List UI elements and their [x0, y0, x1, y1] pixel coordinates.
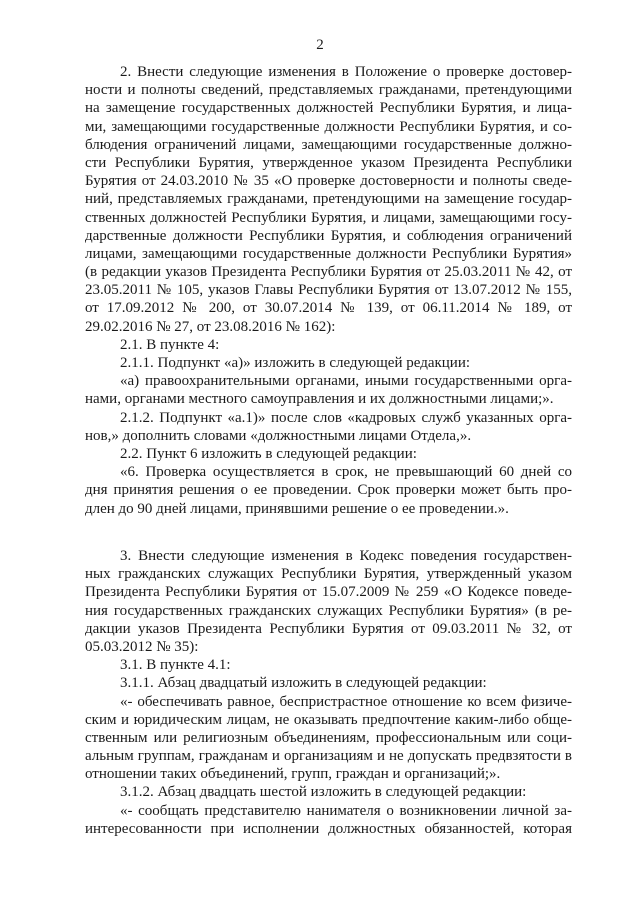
paragraph-line: ния государственных гражданских служащих Республики Бурятия» (в ре- — [85, 602, 572, 619]
paragraph-line: нов,» дополнить словами «должностными лицами Отдела,». — [85, 427, 472, 444]
paragraph-line: 2.1.2. Подпункт «а.1)» после слов «кадровых служб указанных орга- — [120, 409, 572, 426]
paragraph-line: «6. Проверка осуществляется в срок, не превышающий 60 дней со — [120, 464, 572, 481]
paragraph-line: блюдения ограничений лицами, замещающими государственные должно- — [85, 136, 572, 153]
paragraph-line: дакции указов Президента Республики Бурятия от 09.03.2011 № 32, от — [85, 620, 572, 637]
paragraph-line: 05.03.2012 № 35): — [85, 638, 199, 655]
paragraph-line: ных гражданских служащих Республики Бурятия, утвержденный указом — [85, 566, 572, 583]
subsection-heading: 2.1. В пункте 4: — [120, 336, 220, 353]
paragraph-line: Бурятия от 24.03.2010 № 35 «О проверке достоверности и полноты сведе- — [85, 173, 572, 190]
paragraph-line: Президента Республики Бурятия от 15.07.2009 № 259 «О Кодексе поведе- — [85, 584, 572, 601]
paragraph-line: дня принятия решения о ее проведении. Срок проверки может быть про- — [85, 482, 572, 499]
subsection-heading: 2.2. Пункт 6 изложить в следующей редакции: — [120, 445, 417, 462]
paragraph-line: дарственные должности Республики Бурятия, и соблюдения ограничений — [85, 227, 572, 244]
paragraph-line: 3. Внести следующие изменения в Кодекс поведения государствен- — [120, 548, 572, 564]
paragraph-line: «а) правоохранительными органами, иными государственными орга- — [120, 373, 572, 390]
subsection-heading: 3.1. В пункте 4.1: — [120, 657, 231, 674]
paragraph-line: на замещение государственных должностей Республики Бурятия, и лица- — [85, 100, 572, 117]
paragraph-line: ским и юридическим лицам, не оказывать предпочтение каким-либо обще- — [85, 711, 572, 728]
paragraph-line: нами, органами местного самоуправления и их должностными лицами;». — [85, 391, 554, 408]
paragraph-line: ственным или религиозным объединениям, профессиональным или соци- — [85, 729, 572, 746]
paragraph-line: (в редакции указов Президента Республики Бурятия от 25.03.2011 № 42, от — [85, 264, 572, 281]
section-2 — [85, 63, 572, 518]
paragraph-line: «- сообщать представителю нанимателя о возникновении личной за- — [120, 802, 572, 819]
paragraph-line: ственных должностей Республики Бурятия, и лицами, замещающими госу- — [85, 209, 572, 226]
paragraph-line: 29.02.2016 № 27, от 23.08.2016 № 162): — [85, 318, 336, 335]
paragraph-line: лицами, замещающими государственные должности Республики Бурятия» — [85, 245, 572, 262]
paragraph-line: ми, замещающими государственные должности Республики Бурятия, и со- — [85, 118, 572, 135]
paragraph-line: отношении таких объединений, групп, граждан и организаций;». — [85, 766, 501, 783]
subsection-heading: 2.1.1. Подпункт «а)» изложить в следующей редакции: — [120, 355, 471, 371]
paragraph-line: ний, представляемых гражданами, претендующими на замещение государ- — [85, 191, 572, 208]
page-number: 2 — [316, 37, 324, 53]
paragraph-line: длен до 90 дней лицами, принявшими решение о ее проведении.». — [85, 500, 509, 517]
paragraph-line: от 17.09.2012 № 200, от 30.07.2014 № 139, от 06.11.2014 № 189, от — [85, 300, 572, 317]
subsection-heading: 3.1.1. Абзац двадцатый изложить в следующей редакции: — [120, 675, 487, 692]
paragraph-line: «- обеспечивать равное, беспристрастное отношение ко всем физиче- — [120, 693, 572, 710]
paragraph-line: альным группам, гражданам и организациям и не допускать предвзятости в — [85, 748, 572, 765]
paragraph-line: 23.05.2011 № 105, указов Главы Республики Бурятия от 13.07.2012 № 155, — [85, 282, 572, 299]
paragraph-line: 2. Внести следующие изменения в Положение о проверке достовер- — [120, 64, 572, 80]
section-3 — [85, 547, 572, 838]
paragraph-line: ности и полноты сведений, представляемых гражданами, претендующими — [85, 82, 572, 99]
paragraph-line: сти Республики Бурятия, утвержденное указом Президента Республики — [85, 154, 572, 171]
paragraph-line: интересованности при исполнении должностных обязанностей, которая — [85, 820, 572, 837]
subsection-heading: 3.1.2. Абзац двадцать шестой изложить в следующей редакции: — [120, 784, 527, 801]
